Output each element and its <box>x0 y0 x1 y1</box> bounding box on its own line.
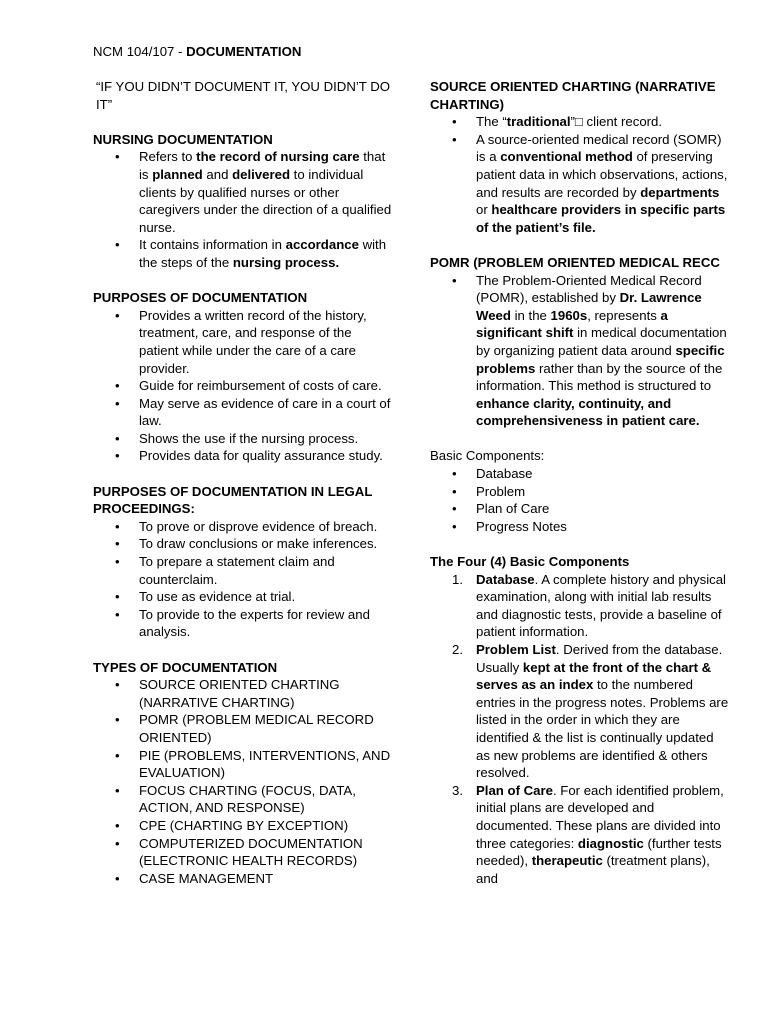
item-text: Guide for reimbursement of costs of care. <box>139 378 382 394</box>
item-text: Provides data for quality assurance study. <box>139 448 383 464</box>
heading-pomr: POMR (PROBLEM ORIENTED MEDICAL RECC <box>430 254 720 270</box>
list-item <box>430 518 730 536</box>
list-item <box>93 518 393 536</box>
heading-purposes: PURPOSES OF DOCUMENTATION <box>93 290 308 306</box>
item-number: 2. <box>452 642 463 657</box>
item-text: enhance clarity, continuity, and comprehensiveness in patient care. <box>476 395 700 429</box>
list-basic-components <box>430 465 730 535</box>
list-item <box>93 676 393 711</box>
heading-source-oriented: SOURCE ORIENTED CHARTING (NARRATIVE CHARTING) <box>430 79 716 112</box>
item-text: with the steps of the <box>139 237 387 270</box>
item-text: . A complete history and physical examination, along with initial lab results and diagnostic tests, provide a baseline of patient information. <box>476 571 726 640</box>
item-text: therapeutic <box>531 853 603 869</box>
list-purposes <box>93 307 393 465</box>
item-text: delivered <box>232 166 291 182</box>
item-text: Progress Notes <box>476 518 567 534</box>
item-text: conventional method <box>500 149 633 165</box>
heading-four-components: The Four (4) Basic Components <box>430 554 630 570</box>
heading-legal-proceedings: PURPOSES OF DOCUMENTATION IN LEGAL PROCEEDINGS: <box>93 483 373 517</box>
list-item <box>93 782 393 817</box>
list-types <box>93 676 393 887</box>
heading-nursing-documentation: NURSING DOCUMENTATION <box>93 131 273 147</box>
item-text: Plan of Care <box>476 501 550 517</box>
item-text: of preserving patient data in which observations, actions, and results are recorded by <box>476 149 728 200</box>
list-item <box>93 870 393 888</box>
item-text: The “ <box>476 114 507 130</box>
item-text: a significant shift <box>476 307 668 341</box>
right-column <box>430 78 730 887</box>
item-text: . Derived from the database. Usually <box>476 642 723 675</box>
list-item <box>93 395 393 430</box>
heading-types: TYPES OF DOCUMENTATION <box>93 659 278 675</box>
list-item <box>430 500 730 518</box>
list-item <box>93 430 393 448</box>
list-item <box>93 835 393 870</box>
item-text: accordance <box>285 237 359 253</box>
item-text: in the <box>510 307 551 323</box>
item-text: Provides a written record of the history, treatment, care, and response of the patient while under the care of a care provider. <box>139 307 367 376</box>
item-text: diagnostic <box>577 835 644 851</box>
list-item <box>93 588 393 606</box>
item-text: Problem List <box>476 642 556 657</box>
item-text: in medical documentation by organizing patient data around <box>476 325 727 358</box>
list-item <box>430 483 730 501</box>
item-text: FOCUS CHARTING (FOCUS, DATA, ACTION, AND RESPONSE) <box>139 782 356 816</box>
item-text: Database <box>476 466 533 482</box>
item-text: To provide to the experts for review and analysis. <box>139 606 370 640</box>
item-text: (treatment plans), and <box>476 853 710 886</box>
item-number: 1. <box>452 571 463 587</box>
item-text: SOURCE ORIENTED CHARTING (NARRATIVE CHARTING) <box>139 677 340 710</box>
item-text: CPE (CHARTING BY EXCEPTION) <box>139 817 349 833</box>
item-text: CASE MANAGEMENT <box>139 870 274 886</box>
document-title <box>93 43 301 61</box>
list-item <box>93 236 393 271</box>
list-item <box>430 465 730 483</box>
list-item <box>93 553 393 588</box>
item-text: planned <box>152 166 203 182</box>
item-text: Database <box>476 571 535 587</box>
list-item <box>93 535 393 553</box>
item-text: the record of nursing care <box>196 149 360 165</box>
item-text: 1960s <box>550 307 588 323</box>
list-item <box>93 711 393 746</box>
item-text: The Problem-Oriented Medical Record (POMR), established by <box>476 272 702 306</box>
item-text: . For each identified problem, initial plans are developed and documented. These plans are divided into three categories: <box>476 782 724 851</box>
list-pomr <box>430 272 730 430</box>
list-item <box>93 148 393 236</box>
item-text: (further tests needed), <box>476 835 722 869</box>
list-item <box>93 606 393 641</box>
item-text: PIE (PROBLEMS, INTERVENTIONS, AND EVALUATION) <box>139 747 391 781</box>
item-text: kept at the front of the chart & serves as an index <box>476 659 712 693</box>
list-item <box>93 447 393 465</box>
list-four-components <box>430 571 730 888</box>
item-text: or <box>476 202 492 218</box>
item-text: traditional <box>506 114 571 130</box>
numbered-item <box>430 571 730 641</box>
title-topic: DOCUMENTATION <box>186 44 302 59</box>
left-column <box>93 78 393 887</box>
list-item <box>93 747 393 782</box>
item-text: Plan of Care <box>476 782 553 798</box>
item-text: A source-oriented medical record (SOMR) is a <box>476 131 722 165</box>
item-text: Refers to <box>139 149 197 165</box>
item-text: nursing process. <box>232 254 340 270</box>
numbered-item <box>430 641 730 782</box>
list-nursing-documentation <box>93 148 393 271</box>
list-item <box>430 131 730 237</box>
item-text: , represents <box>587 307 661 323</box>
item-text: to the numbered entries in the progress notes. Problems are listed in the order in which they are identified & the list is continually updated as new problems are identified & others resolved. <box>476 677 729 781</box>
item-text: Problem <box>476 483 526 499</box>
list-legal-proceedings <box>93 518 393 641</box>
list-item <box>430 113 730 131</box>
list-item <box>93 817 393 835</box>
item-text: To prepare a statement claim and counterclaim. <box>139 554 335 587</box>
list-item <box>430 272 730 430</box>
item-number: 3. <box>452 782 463 798</box>
item-text: Shows the use if the nursing process. <box>139 430 359 446</box>
list-source-oriented <box>430 113 730 236</box>
item-text: ”□ client record. <box>570 114 663 130</box>
item-text: To draw conclusions or make inferences. <box>139 536 378 552</box>
item-text: Dr. Lawrence Weed <box>476 290 702 323</box>
item-text: To prove or disprove evidence of breach. <box>139 518 378 534</box>
course-code: NCM 104/107 - <box>93 44 187 59</box>
heading-basic-components: Basic Components: <box>430 448 545 464</box>
item-text: healthcare providers in specific parts of the patient’s file. <box>476 202 726 235</box>
item-text: and <box>202 166 233 182</box>
item-text: To use as evidence at trial. <box>139 589 296 605</box>
item-text: COMPUTERIZED DOCUMENTATION (ELECTRONIC HEALTH RECORDS) <box>139 835 363 869</box>
item-text: to individual clients by qualified nurses or other caregivers under the direction of a qualified nurse. <box>139 166 392 235</box>
item-text: POMR (PROBLEM MEDICAL RECORD ORIENTED) <box>139 712 374 745</box>
item-text: May serve as evidence of care in a court of law. <box>139 395 391 429</box>
item-text: It contains information in <box>139 237 286 253</box>
numbered-item <box>430 782 730 888</box>
item-text: that is <box>139 149 386 182</box>
list-item <box>93 307 393 377</box>
list-item <box>93 377 393 395</box>
quote: “IF YOU DIDN’T DOCUMENT IT, YOU DIDN’T DO IT” <box>96 79 391 112</box>
item-text: rather than by the source of the information. This method is structured to <box>476 360 723 394</box>
item-text: departments <box>640 184 720 200</box>
item-text: specific problems <box>476 342 725 376</box>
